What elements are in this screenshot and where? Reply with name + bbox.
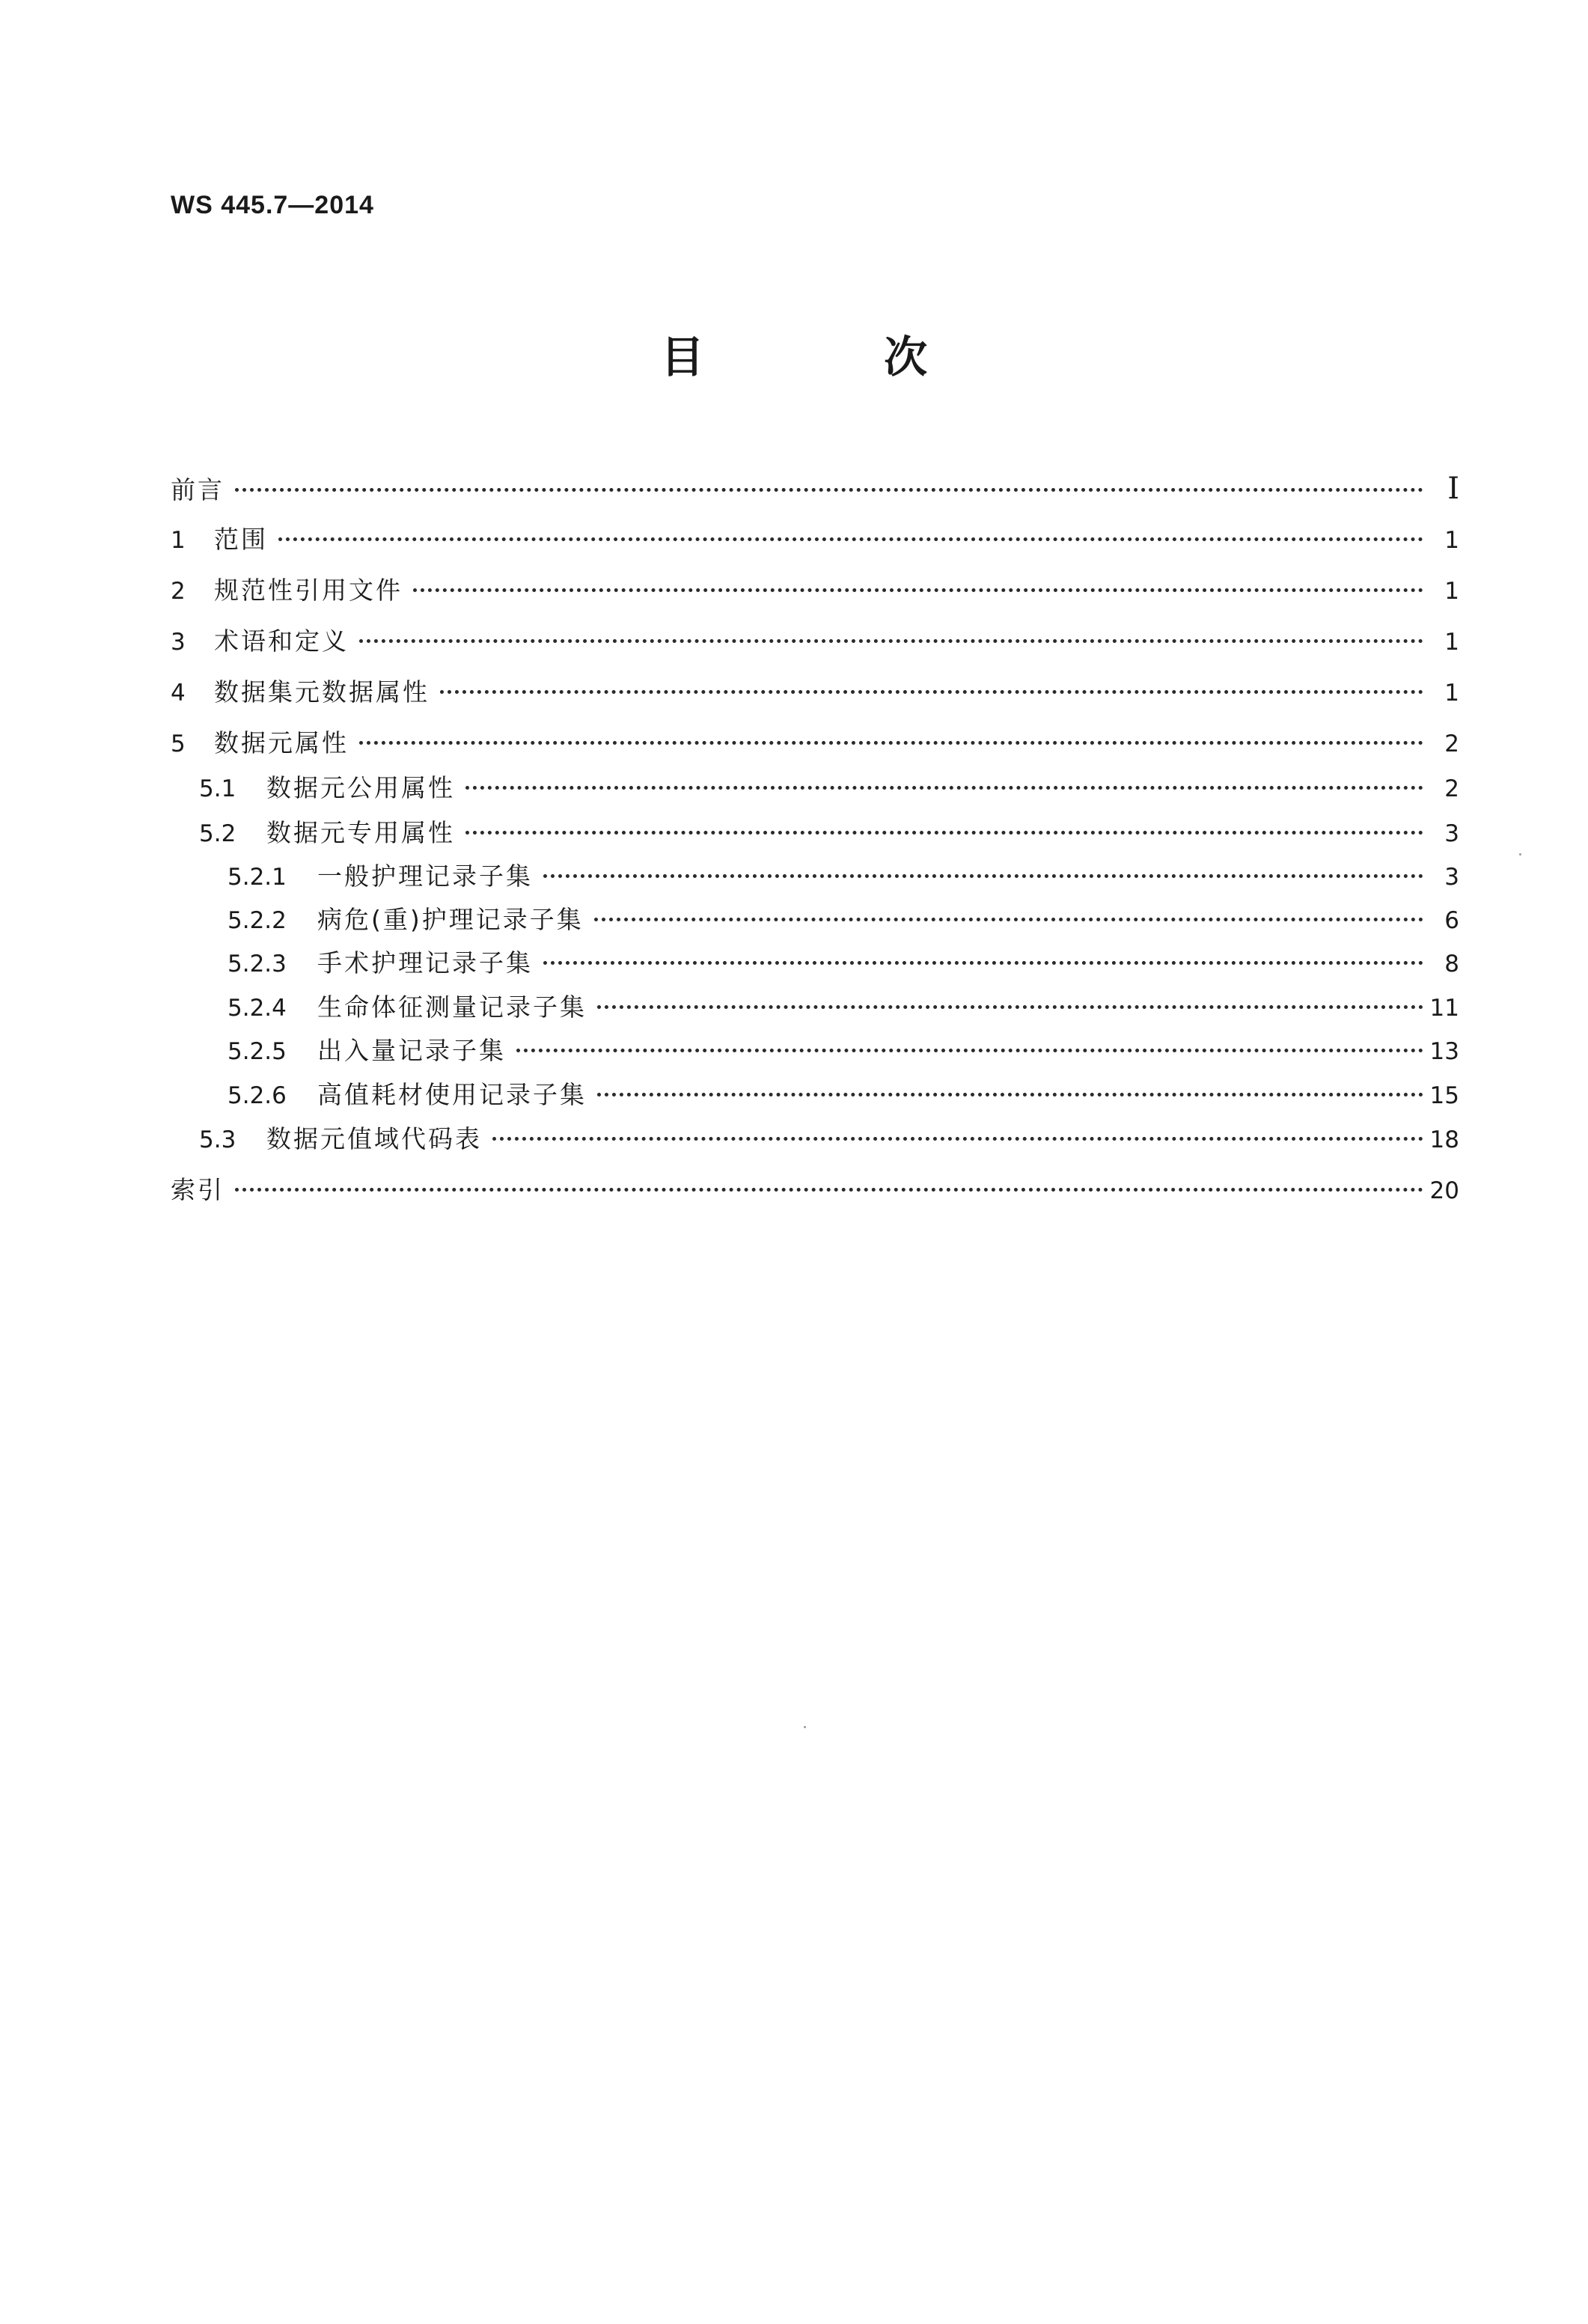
toc-entry-number: 5	[171, 731, 186, 757]
toc-entry-page: 3	[1444, 820, 1459, 847]
toc-entry-number: 5.2.2	[227, 907, 287, 934]
toc-entry-page: 18	[1429, 1126, 1459, 1153]
toc-entry-number: 5.2.6	[227, 1082, 287, 1109]
toc-entry-5-2-6[interactable]	[227, 1078, 1459, 1112]
dot-leader	[492, 1137, 1423, 1141]
toc-entry-label: 范围	[214, 525, 268, 554]
toc-entry-3[interactable]	[171, 624, 1459, 659]
toc-entry-number: 5.2.1	[227, 864, 287, 891]
toc-entry-page: 2	[1444, 731, 1459, 757]
toc-entry-number: 5.3	[199, 1126, 236, 1153]
dot-leader	[440, 690, 1423, 694]
toc-entry-label: 数据元属性	[214, 728, 349, 757]
toc-entry-label: 数据元值域代码表	[266, 1124, 482, 1153]
toc-entry-number: 5.2.3	[227, 951, 287, 978]
toc-entry-number: 4	[171, 680, 186, 707]
dot-leader	[235, 488, 1423, 492]
document-code: WS 445.7—2014	[171, 191, 374, 219]
toc-entry-label: 规范性引用文件	[214, 576, 403, 605]
dot-leader	[516, 1049, 1423, 1052]
toc-entry-number: 5.1	[199, 775, 236, 802]
toc-entry-label: 高值耗材使用记录子集	[317, 1080, 587, 1109]
dot-leader	[413, 588, 1423, 592]
toc-entry-2[interactable]	[171, 573, 1459, 608]
toc-entry-label: 数据元公用属性	[266, 773, 455, 802]
dot-leader	[465, 786, 1423, 790]
toc-entry-label: 生命体征测量记录子集	[317, 992, 587, 1022]
toc-entry-page: 1	[1444, 527, 1459, 554]
toc-entry-number: 3	[171, 629, 186, 656]
dot-leader	[543, 874, 1423, 878]
toc-entry-5-2-1[interactable]	[227, 859, 1459, 894]
toc-entry-number: 2	[171, 578, 186, 605]
dot-leader	[359, 639, 1423, 643]
toc-entry-page: 1	[1444, 578, 1459, 605]
dot-leader	[597, 1093, 1423, 1097]
toc-entry-page: 3	[1444, 864, 1459, 891]
toc-entry-5-2-2[interactable]	[227, 903, 1459, 937]
toc-title: 目 次	[660, 332, 1010, 382]
toc-entry-label: 索引	[171, 1175, 225, 1204]
scan-speck	[1519, 853, 1521, 856]
toc-entry-foreword[interactable]	[171, 472, 1459, 506]
toc-entry-5-3[interactable]	[199, 1122, 1459, 1156]
toc-entry-number: 5.2.4	[227, 995, 287, 1022]
toc-entry-5[interactable]	[171, 726, 1459, 760]
toc-entry-number: 5.2.5	[227, 1038, 287, 1065]
dot-leader	[359, 741, 1423, 745]
toc-entry-label: 一般护理记录子集	[317, 861, 533, 891]
toc-entry-5-2-5[interactable]	[227, 1034, 1459, 1068]
dot-leader	[597, 1005, 1423, 1009]
dot-leader	[235, 1188, 1423, 1192]
toc-entry-5-1[interactable]	[199, 771, 1459, 805]
toc-entry-page: 1	[1444, 680, 1459, 707]
toc-entry-page: 1	[1444, 629, 1459, 656]
dot-leader	[465, 831, 1423, 835]
toc-entry-label: 出入量记录子集	[317, 1036, 506, 1065]
toc-entry-5-2-4[interactable]	[227, 990, 1459, 1025]
toc-entry-label: 数据元专用属性	[266, 818, 455, 847]
toc-entry-4[interactable]	[171, 675, 1459, 710]
toc-entry-page: 13	[1429, 1038, 1459, 1065]
toc-entry-page: 6	[1444, 907, 1459, 934]
toc-entry-page: 15	[1429, 1082, 1459, 1109]
toc-entry-page: 20	[1429, 1177, 1459, 1204]
toc-entry-label: 术语和定义	[214, 626, 349, 656]
toc-entry-page: 2	[1444, 775, 1459, 802]
toc-entry-number: 1	[171, 527, 186, 554]
toc-entry-page: 8	[1444, 951, 1459, 978]
toc-entry-label: 病危(重)护理记录子集	[317, 905, 584, 934]
toc-entry-5-2-3[interactable]	[227, 946, 1459, 980]
dot-leader	[278, 537, 1423, 541]
scan-speck	[804, 1726, 806, 1728]
dot-leader	[543, 961, 1423, 965]
toc-entry-number: 5.2	[199, 820, 236, 847]
toc-entry-index[interactable]	[171, 1173, 1459, 1207]
toc-entry-label: 手术护理记录子集	[317, 948, 533, 978]
toc-entry-5-2[interactable]	[199, 816, 1459, 850]
toc-entry-label: 数据集元数据属性	[214, 677, 430, 707]
dot-leader	[594, 918, 1423, 921]
toc-entry-1[interactable]	[171, 522, 1459, 557]
toc-entry-page: I	[1447, 472, 1459, 506]
toc-entry-page: 11	[1429, 995, 1459, 1022]
toc-entry-label: 前言	[171, 475, 225, 504]
